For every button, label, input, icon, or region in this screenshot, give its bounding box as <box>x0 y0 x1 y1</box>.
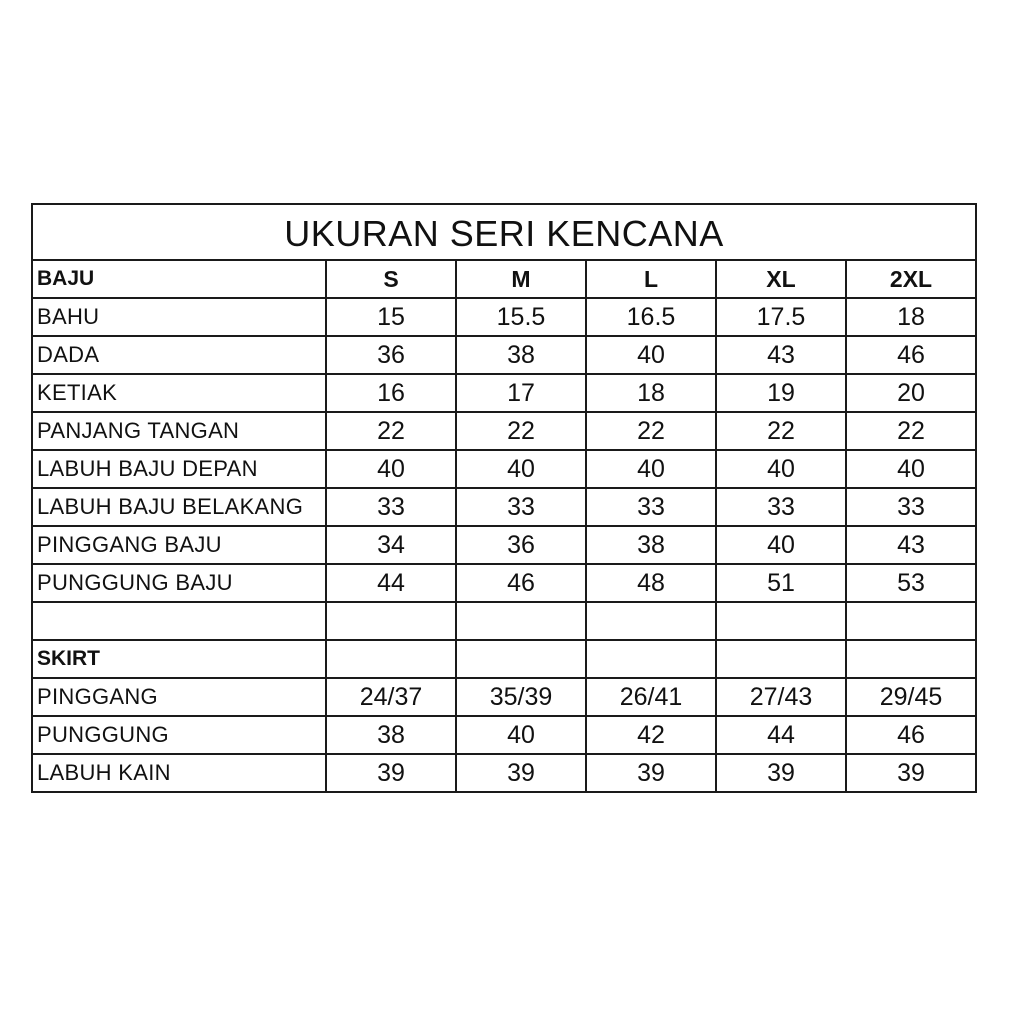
measurement-cell: 40 <box>586 450 716 488</box>
measurement-cell: 39 <box>716 754 846 792</box>
measurement-cell: 33 <box>586 488 716 526</box>
measurement-cell: 40 <box>716 450 846 488</box>
row-label: KETIAK <box>32 374 326 412</box>
table-row <box>32 450 976 488</box>
measurement-cell: 48 <box>586 564 716 602</box>
measurement-cell: 44 <box>326 564 456 602</box>
table-row <box>32 564 976 602</box>
measurement-cell: 36 <box>456 526 586 564</box>
measurement-cell: 15 <box>326 298 456 336</box>
empty-cell <box>586 640 716 678</box>
measurement-cell: 46 <box>846 716 976 754</box>
measurement-cell: 38 <box>456 336 586 374</box>
measurement-cell: 40 <box>456 716 586 754</box>
table-row <box>32 298 976 336</box>
measurement-cell: 19 <box>716 374 846 412</box>
measurement-cell: 51 <box>716 564 846 602</box>
table-row <box>32 678 976 716</box>
row-label: PUNGGUNG BAJU <box>32 564 326 602</box>
table-title: UKURAN SERI KENCANA <box>32 204 976 260</box>
measurement-cell: 18 <box>846 298 976 336</box>
row-label: LABUH BAJU BELAKANG <box>32 488 326 526</box>
size-table <box>31 203 977 793</box>
empty-cell <box>716 640 846 678</box>
measurement-cell: 17.5 <box>716 298 846 336</box>
empty-row <box>32 602 976 640</box>
table-row <box>32 716 976 754</box>
row-label: LABUH BAJU DEPAN <box>32 450 326 488</box>
measurement-cell: 36 <box>326 336 456 374</box>
table-row <box>32 754 976 792</box>
table-row <box>32 488 976 526</box>
empty-cell <box>716 602 846 640</box>
row-label: BAHU <box>32 298 326 336</box>
measurement-cell: 24/37 <box>326 678 456 716</box>
measurement-cell: 16.5 <box>586 298 716 336</box>
row-label: PUNGGUNG <box>32 716 326 754</box>
row-label: PINGGANG <box>32 678 326 716</box>
measurement-cell: 16 <box>326 374 456 412</box>
measurement-cell: 33 <box>716 488 846 526</box>
empty-cell <box>32 602 326 640</box>
measurement-cell: 26/41 <box>586 678 716 716</box>
row-label: DADA <box>32 336 326 374</box>
baju-rows <box>32 298 976 602</box>
measurement-cell: 40 <box>716 526 846 564</box>
measurement-cell: 35/39 <box>456 678 586 716</box>
measurement-cell: 43 <box>716 336 846 374</box>
measurement-cell: 18 <box>586 374 716 412</box>
measurement-cell: 40 <box>456 450 586 488</box>
measurement-cell: 15.5 <box>456 298 586 336</box>
measurement-cell: 40 <box>326 450 456 488</box>
measurement-cell: 22 <box>716 412 846 450</box>
measurement-cell: 22 <box>586 412 716 450</box>
measurement-cell: 33 <box>326 488 456 526</box>
skirt-header-row <box>32 640 976 678</box>
empty-cell <box>846 602 976 640</box>
measurement-cell: 39 <box>326 754 456 792</box>
measurement-cell: 17 <box>456 374 586 412</box>
empty-cell <box>456 602 586 640</box>
table-row <box>32 374 976 412</box>
table-row <box>32 526 976 564</box>
measurement-cell: 22 <box>456 412 586 450</box>
measurement-cell: 22 <box>846 412 976 450</box>
measurement-cell: 33 <box>456 488 586 526</box>
size-header: L <box>586 260 716 298</box>
empty-cell <box>326 602 456 640</box>
measurement-cell: 40 <box>846 450 976 488</box>
table-row <box>32 336 976 374</box>
measurement-cell: 39 <box>456 754 586 792</box>
size-header: S <box>326 260 456 298</box>
size-header: M <box>456 260 586 298</box>
measurement-cell: 38 <box>326 716 456 754</box>
row-label: PINGGANG BAJU <box>32 526 326 564</box>
size-chart <box>31 203 975 793</box>
measurement-cell: 39 <box>846 754 976 792</box>
measurement-cell: 39 <box>586 754 716 792</box>
row-label: LABUH KAIN <box>32 754 326 792</box>
measurement-cell: 44 <box>716 716 846 754</box>
skirt-rows <box>32 678 976 792</box>
measurement-cell: 42 <box>586 716 716 754</box>
empty-cell <box>586 602 716 640</box>
measurement-cell: 33 <box>846 488 976 526</box>
measurement-cell: 53 <box>846 564 976 602</box>
measurement-cell: 46 <box>456 564 586 602</box>
measurement-cell: 22 <box>326 412 456 450</box>
measurement-cell: 40 <box>586 336 716 374</box>
measurement-cell: 27/43 <box>716 678 846 716</box>
empty-cell <box>846 640 976 678</box>
row-label: PANJANG TANGAN <box>32 412 326 450</box>
header-row <box>32 260 976 298</box>
empty-cell <box>456 640 586 678</box>
measurement-cell: 34 <box>326 526 456 564</box>
table-row <box>32 412 976 450</box>
measurement-cell: 20 <box>846 374 976 412</box>
measurement-cell: 43 <box>846 526 976 564</box>
section-label-baju: BAJU <box>32 260 326 298</box>
measurement-cell: 38 <box>586 526 716 564</box>
empty-cell <box>326 640 456 678</box>
measurement-cell: 29/45 <box>846 678 976 716</box>
title-row <box>32 204 976 260</box>
measurement-cell: 46 <box>846 336 976 374</box>
section-label-skirt: SKIRT <box>32 640 326 678</box>
size-header: XL <box>716 260 846 298</box>
size-header: 2XL <box>846 260 976 298</box>
spacer-rows <box>32 602 976 678</box>
